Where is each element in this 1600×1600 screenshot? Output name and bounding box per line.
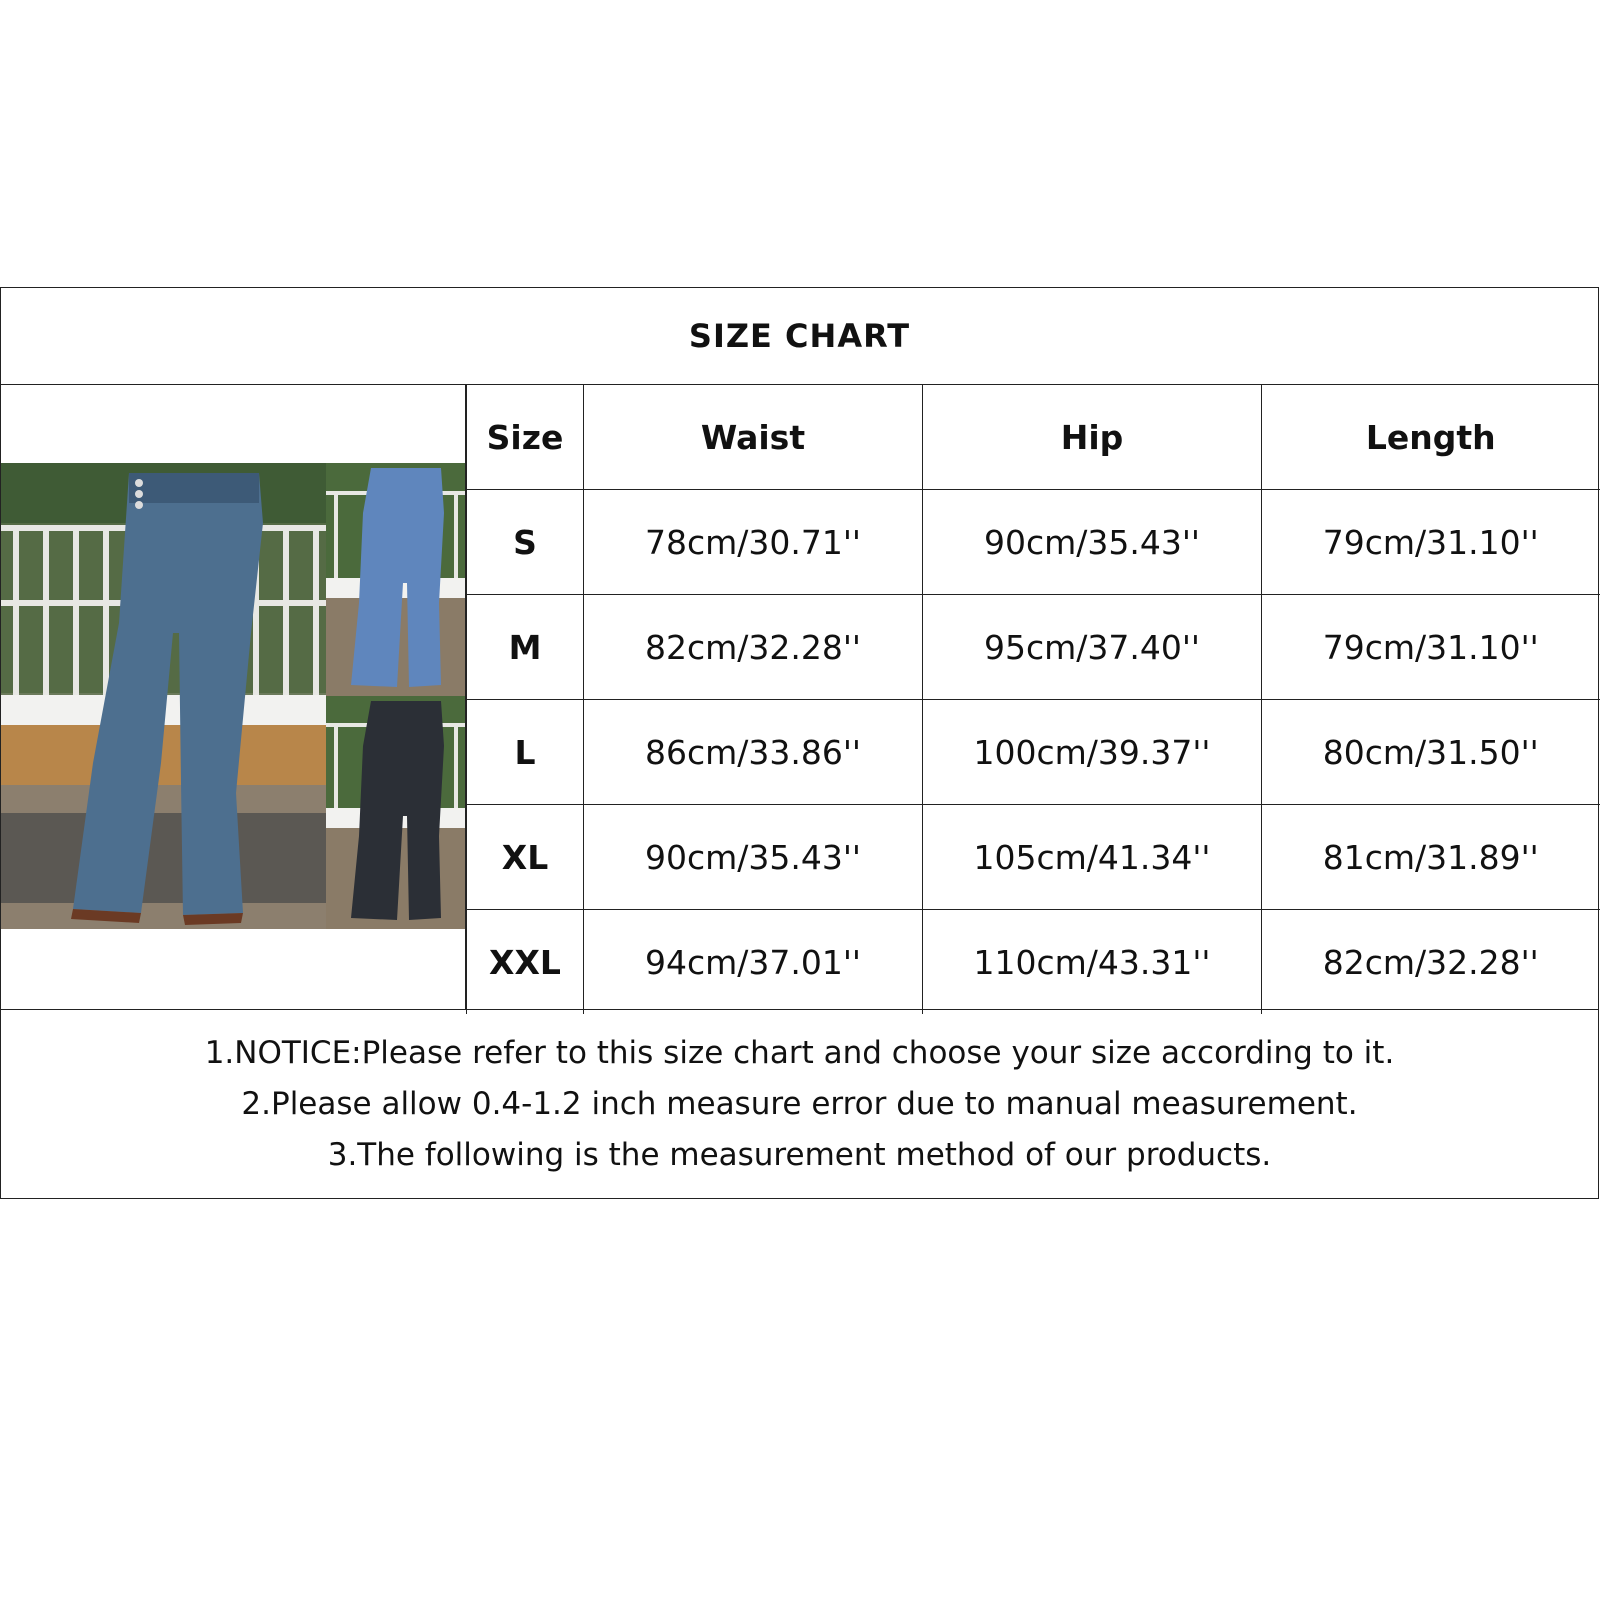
header-length: Length bbox=[1262, 385, 1600, 490]
notes-section bbox=[1, 1009, 1598, 1198]
photo-cell bbox=[1, 385, 466, 1009]
note-line: 2.Please allow 0.4-1.2 inch measure error due to manual measurement. bbox=[241, 1085, 1358, 1122]
header-hip: Hip bbox=[923, 385, 1262, 490]
table-header-row bbox=[467, 385, 1600, 490]
hip-cell: 110cm/43.31'' bbox=[923, 910, 1262, 1015]
length-cell: 79cm/31.10'' bbox=[1262, 595, 1600, 700]
length-cell: 82cm/32.28'' bbox=[1262, 910, 1600, 1015]
size-chart bbox=[0, 287, 1599, 1199]
length-cell: 80cm/31.50'' bbox=[1262, 700, 1600, 805]
title-row bbox=[1, 288, 1598, 385]
table-row bbox=[467, 490, 1600, 595]
waist-cell: 90cm/35.43'' bbox=[584, 805, 923, 910]
note-line: 1.NOTICE:Please refer to this size chart and choose your size according to it. bbox=[204, 1034, 1395, 1071]
size-cell: L bbox=[467, 700, 584, 805]
hip-cell: 100cm/39.37'' bbox=[923, 700, 1262, 805]
jeans-product-image bbox=[1, 463, 465, 929]
note-line: 3.The following is the measurement method of our products. bbox=[327, 1136, 1272, 1173]
hip-cell: 105cm/41.34'' bbox=[923, 805, 1262, 910]
waist-cell: 82cm/32.28'' bbox=[584, 595, 923, 700]
table-row bbox=[467, 700, 1600, 805]
header-waist: Waist bbox=[584, 385, 923, 490]
length-cell: 81cm/31.89'' bbox=[1262, 805, 1600, 910]
hip-cell: 90cm/35.43'' bbox=[923, 490, 1262, 595]
table-row bbox=[467, 805, 1600, 910]
chart-title: SIZE CHART bbox=[688, 317, 911, 355]
table-row bbox=[467, 595, 1600, 700]
table-row bbox=[467, 910, 1600, 1015]
size-cell: XXL bbox=[467, 910, 584, 1015]
size-cell: M bbox=[467, 595, 584, 700]
size-cell: XL bbox=[467, 805, 584, 910]
product-photo bbox=[1, 463, 465, 929]
size-table bbox=[466, 385, 1600, 1014]
hip-cell: 95cm/37.40'' bbox=[923, 595, 1262, 700]
waist-cell: 86cm/33.86'' bbox=[584, 700, 923, 805]
size-cell: S bbox=[467, 490, 584, 595]
waist-cell: 78cm/30.71'' bbox=[584, 490, 923, 595]
waist-cell: 94cm/37.01'' bbox=[584, 910, 923, 1015]
header-size: Size bbox=[467, 385, 584, 490]
length-cell: 79cm/31.10'' bbox=[1262, 490, 1600, 595]
